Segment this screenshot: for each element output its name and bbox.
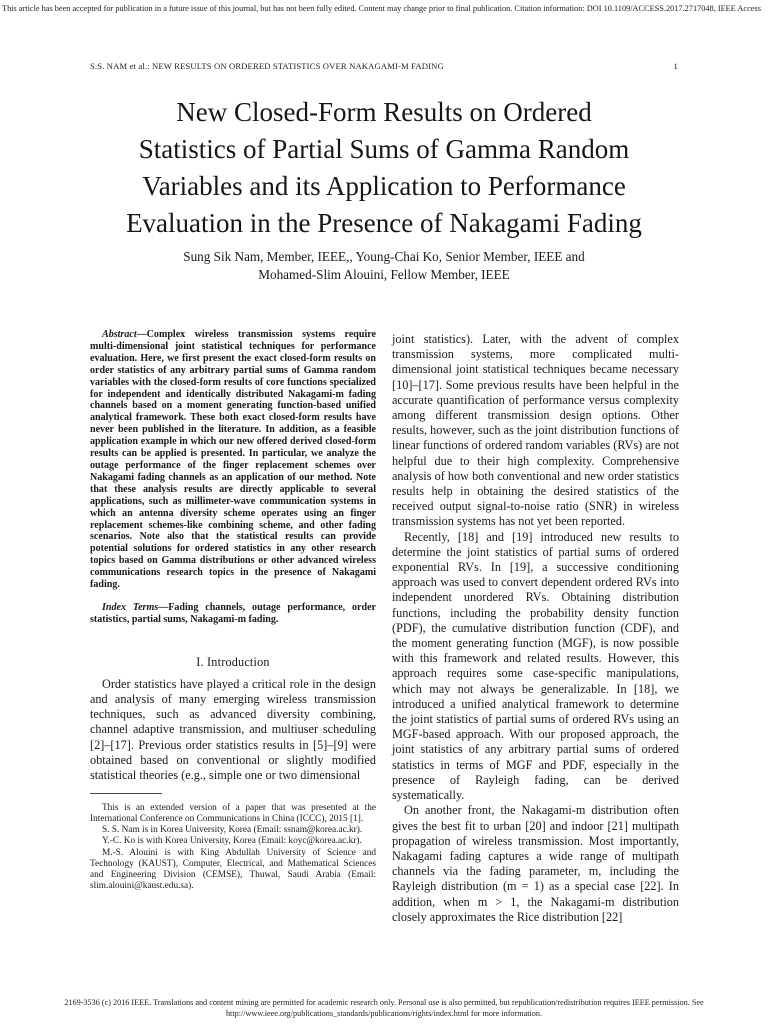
title-line: Variables and its Application to Performance <box>142 171 626 201</box>
body-paragraph: On another front, the Nakagami-m distribution often gives the best fit to urban [20] and indoor [21] multipath propagation of wireless transmission. Most importantly, Nakagami fading captures a wide range of multipath channels via the fading parameter, m, including the Rayleigh distribution (m = 1) as a special case [22]. In addition, when m > 1, the Nakagami-m distribution closely approximates the Rice distribution [22] <box>392 803 679 924</box>
title-line: New Closed-Form Results on Ordered <box>176 97 592 127</box>
footnote: S. S. Nam is in Korea University, Korea (Email: ssnam@korea.ac.kr). <box>102 825 363 836</box>
index-terms <box>90 602 376 626</box>
paper-title <box>60 94 708 242</box>
section-heading: I. Introduction <box>196 654 270 669</box>
index-terms-label: Index Terms <box>102 601 159 613</box>
index-terms-text: —Fading channels, outage performance, order statistics, partial sums, Nakagami-m fading. <box>90 601 376 625</box>
title-line: Evaluation in the Presence of Nakagami Fading <box>126 208 642 238</box>
footer-line: http://www.ieee.org/publications_standards/publications/rights/index.html for more information. <box>225 1009 543 1018</box>
abstract <box>90 329 376 591</box>
abstract-text: —Complex wireless transmission systems require multi-dimensional joint statistical techniques for performance evaluation. Here, we first present the exact closed-form results on order statistics of any arbitrary partial sums of Gamma random variables with the closed-form results of core functions specialized for independent and identically distributed Nakagami-m fading channels based on a moment generating function-based unified analytical framework. These both exact closed-form results have never been published in the literature. In addition, as a feasible application example in which our new offered derived closed-form results can be applied is presented. In particular, we analyze the outage performance of the finger replacement schemes over Nakagami fading channels as an application of our method. Note that these analysis results are directly applicable to several applications, such as millimeter-wave communication systems in which an antenna diversity scheme operates using an finger replacement schemes-like combining scheme, and other fading scenarios. Note also that the statistical results can provide potential solutions for ordered statistics in any other research topics based on Gamma distributions or other advanced wireless communications research topics in the presence of Nakagami fading. <box>90 329 376 591</box>
footnote: This is an extended version of a paper that was presented at the International Conference on Communications in China (ICCC), 2015 [1]. <box>90 803 376 825</box>
footer-line: 2169-3536 (c) 2016 IEEE. Translations and content mining are permitted for academic research only. Personal use is also permitted, but republication/redistribution requires IEEE permission. See <box>64 998 704 1007</box>
abstract-label: Abstract <box>102 329 137 340</box>
running-head-text: S.S. NAM et al.: NEW RESULTS ON ORDERED STATISTICS OVER NAKAGAMI-M FADING <box>90 61 444 71</box>
author-list <box>60 248 708 284</box>
right-column <box>392 332 679 925</box>
authors-line: Sung Sik Nam, Member, IEEE,, Young-Chai Ko, Senior Member, IEEE and <box>183 249 585 264</box>
footnote-rule <box>90 793 162 794</box>
copyright-footer <box>40 997 728 1019</box>
intro-paragraph: Order statistics have played a critical role in the design and analysis of many emerging wireless transmission techniques, such as advanced diversity combining, channel adaptive transmission, and multiuser scheduling [2]–[17]. Previous order statistics results in [5]–[9] were obtained based on conventional or slightly modified statistical theories (e.g., simple one or two dimensional <box>90 676 376 782</box>
page-number: 1 <box>673 61 678 71</box>
title-line: Statistics of Partial Sums of Gamma Random <box>138 134 630 164</box>
footnote: M.-S. Alouini is with King Abdullah University of Science and Technology (KAUST), Computer, Electrical, and Mathematical Sciences and Engineering Division (CEMSE), Thuwal, Saudi Arabia (Email: slim.alouini@kaust.edu.sa). <box>90 847 376 891</box>
body-paragraph: Recently, [18] and [19] introduced new results to determine the joint statistics of partial sums of ordered exponential RVs. In [19], a successive conditioning approach was used to convert dependent ordered RVs into independent unordered RVs. Obtaining distribution functions, including the probability density function (PDF), the cumulative distribution function (CDF), and the moment generating function (MGF), is now possible with this framework and related results. However, this approach requires some case-specific manipulations, which may not always be generalizable. In [18], we introduced a unified analytical framework to determine the joint statistics of partial sums of ordered RVs using an MGF-based approach. With our proposed approach, the joint statistics of any arbitrary partial sums of ordered statistics in terms of MGF and PDF, especially in the presence of Rayleigh fading, can be derived systematically. <box>392 529 679 803</box>
footnote: Y.-C. Ko is with Korea University, Korea (Email: koyc@korea.ac.kr). <box>102 836 362 847</box>
body-paragraph: joint statistics). Later, with the advent of complex transmission systems, more complicated multi-dimensional joint statistical techniques became necessary [10]–[17]. Some previous results have been helpful in the accurate quantification of performance versus complexity among different transmission design options. Other results, however, such as the joint distribution functions of linear functions of ordered random variables (RVs) are not helpful due to their high complexity. Comprehensive analysis of how both conventional and new order statistics results help in obtaining the desired statistics of the received output signal-to-noise ratio (SNR) in wireless transmission systems has not yet been reported. <box>392 332 679 529</box>
authors-line: Mohamed-Slim Alouini, Fellow Member, IEEE <box>258 267 510 282</box>
left-column <box>90 329 376 892</box>
running-head <box>90 61 678 71</box>
publication-notice: This article has been accepted for publication in a future issue of this journal, but has not been fully edited. Content may change prior to final publication. Citation information: DOI 10.1109/ACCESS.2017.2717048, IEEE Access <box>2 4 761 13</box>
